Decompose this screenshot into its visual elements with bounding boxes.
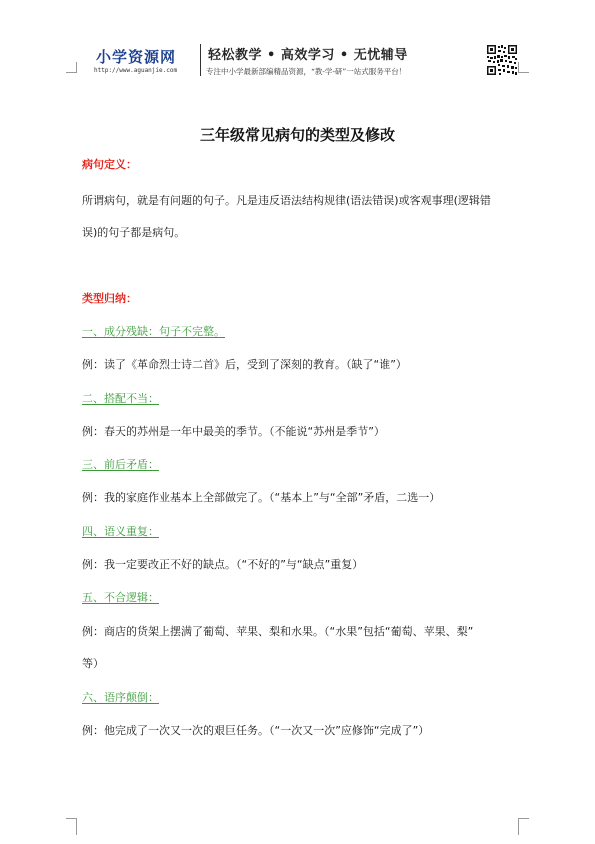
page-header [90, 42, 520, 82]
type-example-3: 例：我的家庭作业基本上全部做完了。（“基本上”与“全部”矛盾，二选一） [82, 491, 441, 504]
crop-mark-top-left [66, 62, 77, 73]
type-heading-1: 一、成分残缺：句子不完整。 [82, 325, 225, 338]
definition-text-line-1: 所谓病句，就是有问题的句子。凡是违反语法结构规律(语法错误)或客观事理(逻辑错 [82, 194, 491, 207]
type-example-6: 例：他完成了一次又一次的艰巨任务。（“一次又一次”应修饰“完成了”） [82, 724, 430, 737]
type-heading-2: 二、搭配不当： [82, 392, 159, 405]
crop-mark-bottom-left [66, 818, 77, 835]
qr-code-icon [486, 44, 518, 76]
document-title: 三年级常见病句的类型及修改 [199, 126, 395, 144]
type-heading-5: 五、不合逻辑： [82, 591, 159, 604]
header-tagline: 专注中小学最新部编精品资源，“教-学-研”一站式服务平台！ [206, 67, 407, 76]
type-heading-4: 四、语义重复： [82, 525, 159, 538]
types-label: 类型归纳： [82, 292, 137, 305]
type-example-5-continued: 等） [82, 657, 104, 670]
definition-text-line-2: 误)的句子都是病句。 [82, 226, 186, 239]
type-example-4: 例：我一定要改正不好的缺点。（“不好的”与“缺点”重复） [82, 558, 364, 571]
site-logo: 小学资源网 [96, 48, 177, 66]
type-example-2: 例：春天的苏州是一年中最美的季节。（不能说“苏州是季节”） [82, 425, 385, 438]
type-example-5: 例：商店的货架上摆满了葡萄、苹果、梨和水果。（“水果”包括“葡萄、苹果、梨” [82, 625, 474, 638]
site-url: http://www.aguanjie.com [94, 67, 178, 74]
type-heading-6: 六、语序颠倒： [82, 691, 159, 704]
type-example-1: 例：读了《革命烈士诗二首》后，受到了深刻的教育。（缺了“谁”） [82, 358, 407, 371]
header-divider [200, 44, 201, 76]
type-heading-3: 三、前后矛盾： [82, 458, 159, 471]
header-slogan: 轻松教学 • 高效学习 • 无忧辅导 [208, 48, 408, 63]
definition-label: 病句定义： [82, 158, 137, 171]
crop-mark-bottom-right [518, 818, 529, 835]
